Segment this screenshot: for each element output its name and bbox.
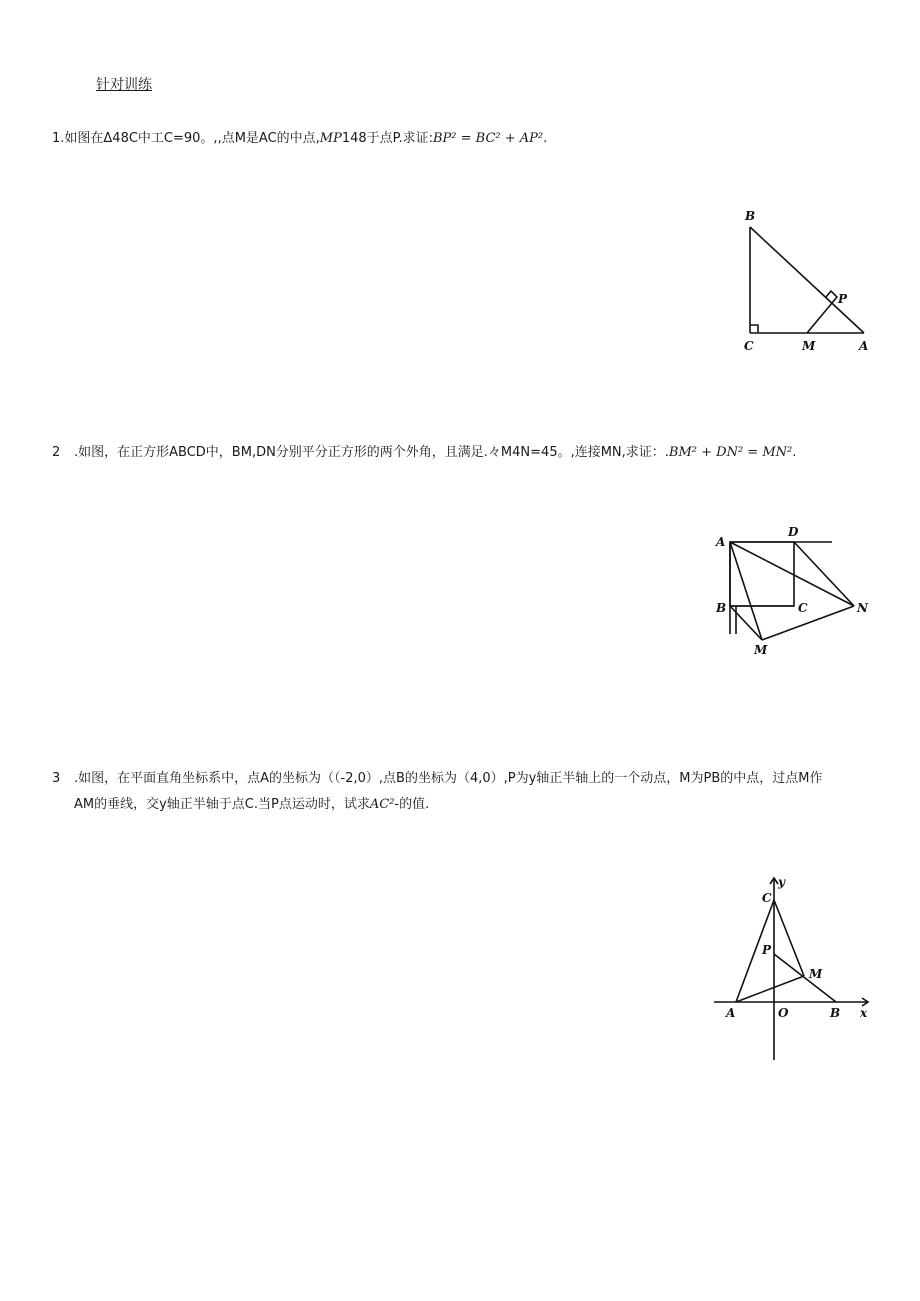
segment-cm — [774, 900, 804, 976]
figure-1-triangle — [740, 205, 880, 355]
question-text: 如图在Δ48C中工C=90。,,点M是AC的中点, — [64, 131, 320, 146]
question-number: 1. — [52, 131, 65, 146]
label-d: D — [788, 525, 799, 539]
section-heading: 针对训练 — [96, 77, 152, 93]
question-text: 148于点P.求证: — [341, 131, 433, 146]
label-b: B — [745, 209, 756, 223]
question-2 — [52, 440, 872, 466]
math-expression: AC² — [369, 797, 395, 812]
square-abcd — [730, 542, 794, 606]
label-y: y — [778, 875, 785, 889]
label-m: M — [809, 967, 823, 981]
math-expression: BP² = BC² + AP² — [433, 131, 544, 146]
label-m: M — [802, 339, 816, 353]
segment-dn — [794, 542, 854, 606]
label-c: C — [744, 339, 754, 353]
math-expression: MP — [319, 131, 342, 146]
label-o: O — [778, 1006, 789, 1020]
segment-ba — [750, 227, 864, 333]
figure-3-coordinate-plane — [708, 872, 878, 1062]
label-p: P — [762, 943, 772, 957]
label-a: A — [859, 339, 869, 353]
question-text: . — [543, 131, 548, 146]
question-text: AM的垂线，交y轴正半轴于点C.当P点运动时，试求 — [74, 797, 370, 812]
question-text: .如图，在正方形ABCD中，BM,DN分别平分正方形的两个外角，且满足.々M4N=45。,连接MN,求证： — [74, 445, 665, 460]
segment-mn — [762, 606, 854, 640]
label-m: M — [754, 643, 768, 657]
question-text: -的值. — [394, 797, 430, 812]
question-1 — [52, 126, 872, 152]
math-expression: .BM² + DN² = MN² — [664, 445, 793, 460]
question-number: 3 — [52, 771, 61, 786]
question-text: .如图，在平面直角坐标系中，点A的坐标为（（-2,0）,点B的坐标为（4,0）,P为y轴正半轴上的一个动点，M为PB的中点，过点M作 — [74, 771, 823, 786]
question-number: 2 — [52, 445, 61, 460]
label-c: C — [798, 601, 808, 615]
figure-2-square — [712, 522, 872, 662]
label-a: A — [716, 535, 726, 549]
label-c: C — [762, 891, 772, 905]
label-n: N — [857, 601, 868, 615]
label-a: A — [726, 1006, 736, 1020]
segment-pb — [774, 954, 836, 1002]
label-b: B — [716, 601, 727, 615]
label-p: P — [838, 292, 848, 306]
segment-am — [736, 976, 804, 1002]
label-x: x — [860, 1006, 868, 1020]
question-3 — [52, 766, 872, 818]
segment-mp — [807, 303, 832, 333]
right-angle-mark-p — [826, 291, 837, 303]
label-b: B — [830, 1006, 841, 1020]
question-text: . — [792, 445, 797, 460]
right-angle-mark-c — [750, 325, 758, 333]
